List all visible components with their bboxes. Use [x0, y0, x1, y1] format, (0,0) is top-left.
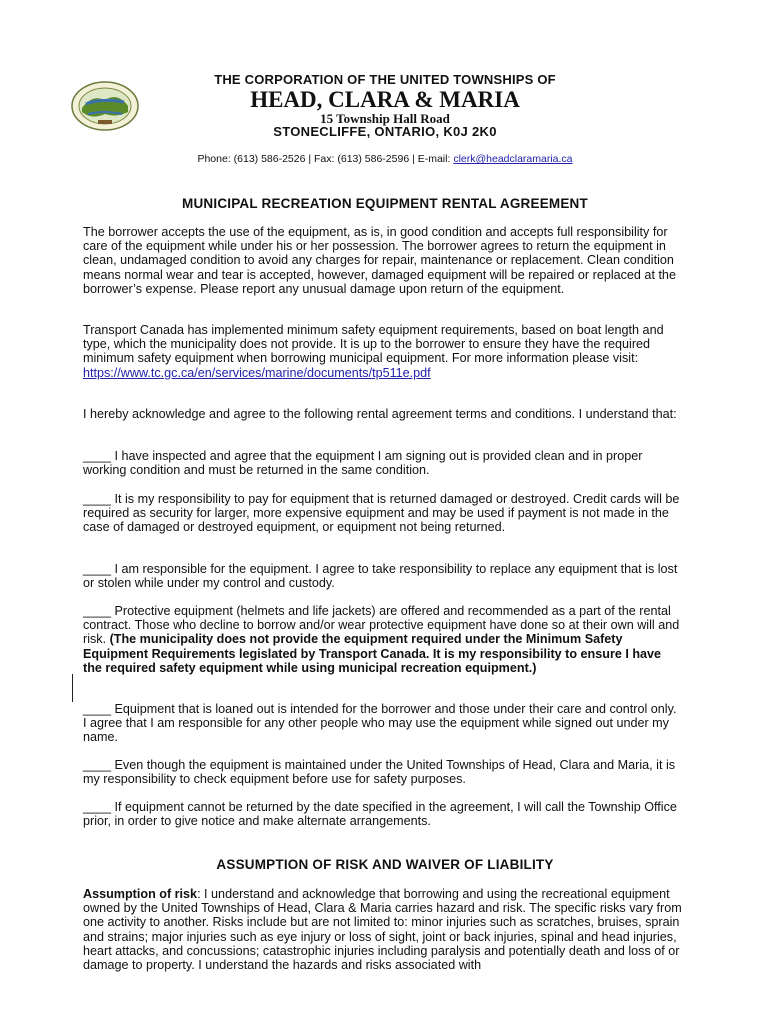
term-check-equipment: ____ Even though the equipment is maintained under the United Townships of Head, Clara and Maria, it is my responsibility to check equipment before use for safety purposes.: [83, 758, 676, 787]
waiver-title: ASSUMPTION OF RISK AND WAIVER OF LIABILITY: [216, 857, 554, 872]
transport-canada-text: Transport Canada has implemented minimum safety equipment requirements, based on boat length and type, which the municipality does not provide. It is up to the borrower to ensure they have the required minimum safety equipment when borrowing municipal equipment. For more information please visit:: [83, 323, 664, 366]
term-inspected: ____ I have inspected and agree that the equipment I am signing out is provided clean and in proper working condition and must be returned in the same condition.: [83, 449, 643, 478]
text-cursor: [72, 674, 73, 702]
paragraph-acceptance: The borrower accepts the use of the equipment, as is, in good condition and accepts full responsibility for care of the equipment while under his or her possession. The borrower agrees to return the equipment in clean, undamaged condition to avoid any charges for repair, maintenance or replacement. Clean condition means normal wear and tear is accepted, however, damaged equipment will be repaired or replaced at the borrower’s expense. Please report any unusual damage upon return of the equipment.: [83, 225, 676, 296]
assumption-lead: Assumption of risk: [83, 887, 198, 901]
rental-agreement-title: MUNICIPAL RECREATION EQUIPMENT RENTAL AGREEMENT: [182, 196, 588, 211]
term-loaned-equipment: ____ Equipment that is loaned out is intended for the borrower and those under their care and control only. I agree that I am responsible for any other people who may use the equipment while signed out under my name.: [83, 702, 677, 745]
paragraph-transport-canada: [83, 323, 683, 380]
contact-line: [0, 153, 770, 165]
contact-phone-fax: Phone: (613) 586-2526 | Fax: (613) 586-2596 | E-mail:: [197, 153, 454, 165]
term-responsible: ____ I am responsible for the equipment. I agree to take responsibility to replace any equipment that is lost or stolen while under my control and custody.: [83, 562, 678, 591]
email-link[interactable]: clerk@headclaramaria.ca: [453, 153, 573, 165]
township-seal-logo: [70, 80, 140, 132]
paragraph-acknowledge: I hereby acknowledge and agree to the following rental agreement terms and conditions. I understand that:: [83, 407, 677, 421]
term-protective-equipment: [83, 604, 683, 675]
paragraph-assumption-of-risk: [83, 887, 683, 972]
transport-canada-link[interactable]: https://www.tc.gc.ca/en/services/marine/documents/tp511e.pdf: [83, 365, 431, 380]
assumption-text: : I understand and acknowledge that borrowing and using the recreational equipment owned by the United Townships of Head, Clara & Maria carries hazard and risk. The specific risks vary from one activity to another. Risks include but are not limited to: minor injuries such as scratches, bruises, sprain and strains; major injuries such as eye injury or loss of sight, joint or back injuries, spinal and head injuries, heart attacks, and concussions; catastrophic injuries including paralysis and potentially death and loss of or damage to property. I understand the hazards and risks associated with: [83, 887, 682, 973]
address-line-2: STONECLIFFE, ONTARIO, K0J 2K0: [273, 124, 497, 139]
protective-bold-text: (The municipality does not provide the equipment required under the Minimum Safety Equipment Requirements legislated by Transport Canada. It is my responsibility to ensure I have the required safety equipment while using municipal recreation equipment.): [83, 632, 662, 675]
term-pay-damage: ____ It is my responsibility to pay for equipment that is returned damaged or destroyed. Credit cards will be required as security for larger, more expensive equipment and may be used if payment is not made in the case of damaged or destroyed equipment, or equipment not being returned.: [83, 492, 680, 535]
corporation-line: THE CORPORATION OF THE UNITED TOWNSHIPS OF: [214, 72, 556, 87]
address-line-1: 15 Township Hall Road: [320, 111, 450, 126]
protective-text: ____ Protective equipment (helmets and life jackets) are offered and recommended as a part of the rental contract. Those who decline to borrow and/or wear protective equipment have done so at their own will and risk.: [83, 604, 680, 647]
municipality-name: HEAD, CLARA & MARIA: [250, 87, 520, 112]
term-return-date: ____ If equipment cannot be returned by the date specified in the agreement, I will call the Township Office prior, in order to give notice and make alternate arrangements.: [83, 800, 677, 829]
